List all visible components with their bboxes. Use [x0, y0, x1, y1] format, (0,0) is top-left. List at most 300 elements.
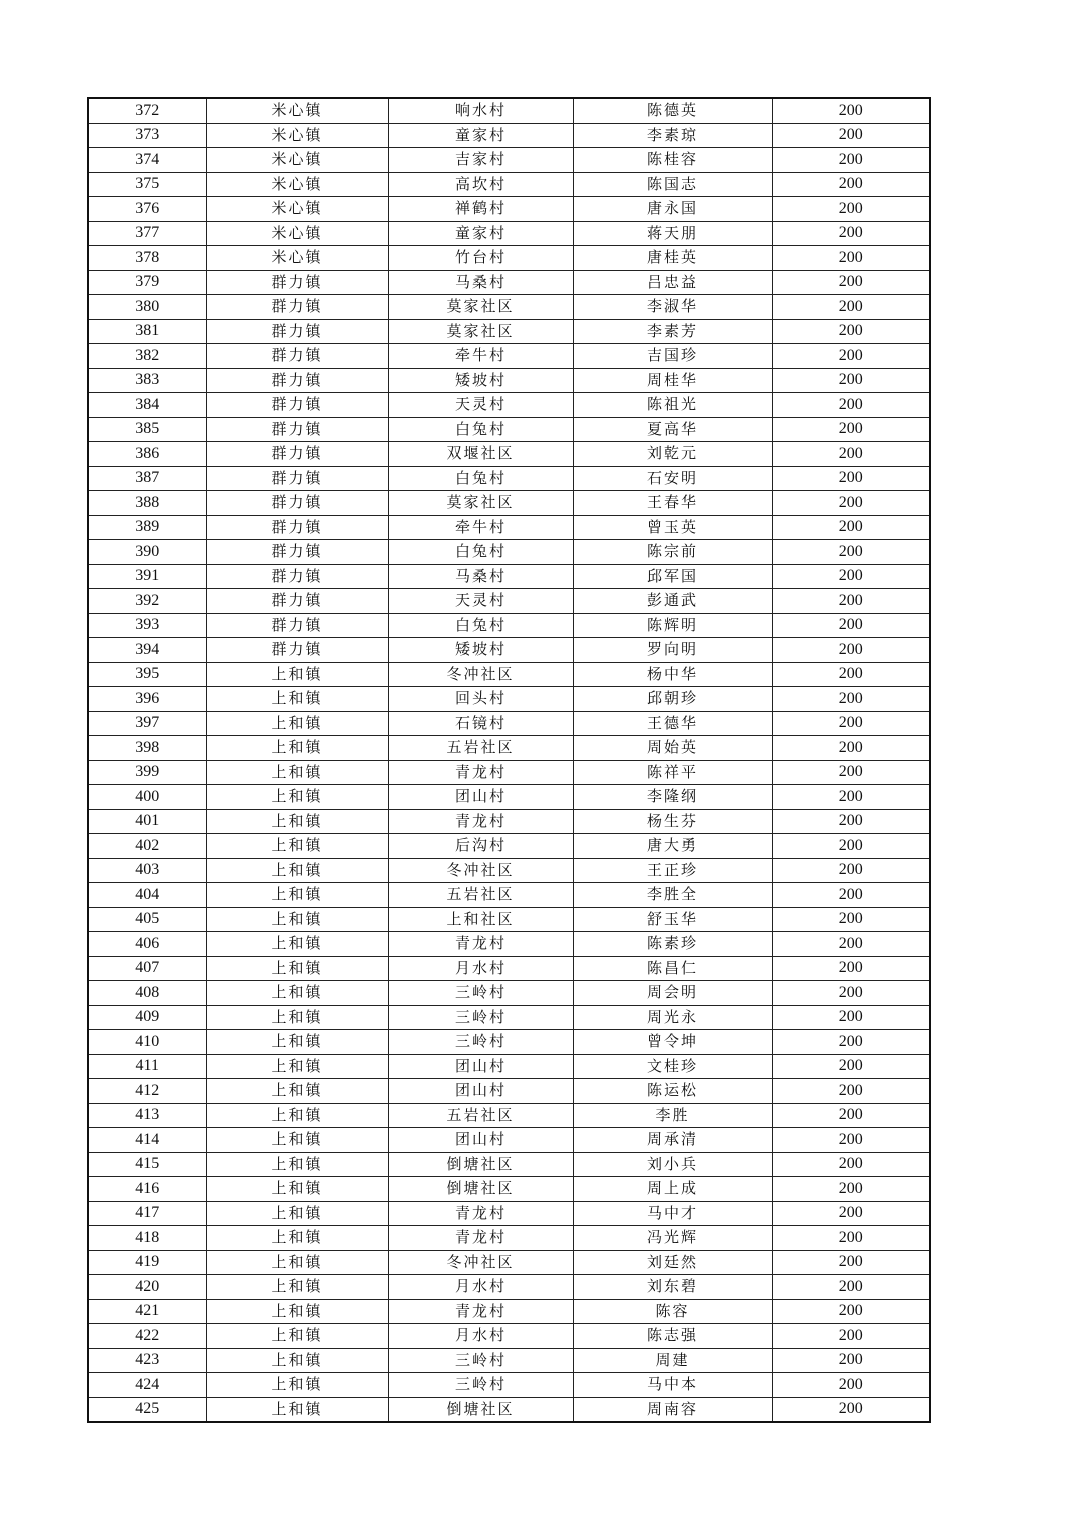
village-cell: 高坎村: [388, 172, 573, 197]
row-number: 410: [88, 1030, 206, 1055]
person-name-cell: 邱朝珍: [573, 687, 772, 712]
row-number: 412: [88, 1079, 206, 1104]
village-cell: 三岭村: [388, 981, 573, 1006]
town-cell: 上和镇: [206, 1299, 388, 1324]
amount-cell: 200: [772, 907, 930, 932]
town-cell: 上和镇: [206, 1373, 388, 1398]
table-row: [88, 662, 930, 687]
table-row: [88, 1397, 930, 1422]
town-cell: 米心镇: [206, 123, 388, 148]
village-cell: 天灵村: [388, 589, 573, 614]
person-name-cell: 周始英: [573, 736, 772, 761]
table-row: [88, 368, 930, 393]
town-cell: 上和镇: [206, 883, 388, 908]
amount-cell: 200: [772, 687, 930, 712]
village-cell: 马桑村: [388, 270, 573, 295]
row-number: 378: [88, 246, 206, 271]
amount-cell: 200: [772, 1275, 930, 1300]
town-cell: 群力镇: [206, 393, 388, 418]
village-cell: 三岭村: [388, 1030, 573, 1055]
person-name-cell: 刘东碧: [573, 1275, 772, 1300]
roster-body: [88, 98, 930, 1422]
town-cell: 上和镇: [206, 687, 388, 712]
town-cell: 上和镇: [206, 907, 388, 932]
amount-cell: 200: [772, 834, 930, 859]
row-number: 392: [88, 589, 206, 614]
row-number: 382: [88, 344, 206, 369]
amount-cell: 200: [772, 246, 930, 271]
amount-cell: 200: [772, 98, 930, 123]
table-row: [88, 172, 930, 197]
table-row: [88, 148, 930, 173]
table-row: [88, 883, 930, 908]
village-cell: 白兔村: [388, 540, 573, 565]
person-name-cell: 陈辉明: [573, 613, 772, 638]
person-name-cell: 陈祥平: [573, 760, 772, 785]
village-cell: 倒塘社区: [388, 1177, 573, 1202]
row-number: 391: [88, 564, 206, 589]
row-number: 377: [88, 221, 206, 246]
table-row: [88, 1177, 930, 1202]
row-number: 402: [88, 834, 206, 859]
table-row: [88, 393, 930, 418]
person-name-cell: 陈桂容: [573, 148, 772, 173]
row-number: 406: [88, 932, 206, 957]
table-row: [88, 1005, 930, 1030]
amount-cell: 200: [772, 1348, 930, 1373]
person-name-cell: 陈祖光: [573, 393, 772, 418]
row-number: 415: [88, 1152, 206, 1177]
table-row: [88, 540, 930, 565]
row-number: 373: [88, 123, 206, 148]
table-row: [88, 319, 930, 344]
row-number: 416: [88, 1177, 206, 1202]
amount-cell: 200: [772, 809, 930, 834]
amount-cell: 200: [772, 270, 930, 295]
town-cell: 群力镇: [206, 368, 388, 393]
table-row: [88, 858, 930, 883]
village-cell: 青龙村: [388, 1201, 573, 1226]
person-name-cell: 吕忠益: [573, 270, 772, 295]
town-cell: 上和镇: [206, 1030, 388, 1055]
village-cell: 三岭村: [388, 1348, 573, 1373]
person-name-cell: 周光永: [573, 1005, 772, 1030]
row-number: 395: [88, 662, 206, 687]
person-name-cell: 杨生芬: [573, 809, 772, 834]
person-name-cell: 陈德英: [573, 98, 772, 123]
village-cell: 五岩社区: [388, 883, 573, 908]
row-number: 425: [88, 1397, 206, 1422]
village-cell: 三岭村: [388, 1373, 573, 1398]
town-cell: 群力镇: [206, 344, 388, 369]
person-name-cell: 李素芳: [573, 319, 772, 344]
amount-cell: 200: [772, 221, 930, 246]
village-cell: 倒塘社区: [388, 1152, 573, 1177]
town-cell: 群力镇: [206, 442, 388, 467]
person-name-cell: 王春华: [573, 491, 772, 516]
town-cell: 上和镇: [206, 662, 388, 687]
amount-cell: 200: [772, 589, 930, 614]
row-number: 408: [88, 981, 206, 1006]
village-cell: 石镜村: [388, 711, 573, 736]
amount-cell: 200: [772, 368, 930, 393]
town-cell: 上和镇: [206, 834, 388, 859]
person-name-cell: 周承清: [573, 1128, 772, 1153]
amount-cell: 200: [772, 1103, 930, 1128]
town-cell: 群力镇: [206, 295, 388, 320]
table-row: [88, 981, 930, 1006]
table-row: [88, 1128, 930, 1153]
amount-cell: 200: [772, 858, 930, 883]
table-row: [88, 932, 930, 957]
town-cell: 上和镇: [206, 1348, 388, 1373]
table-row: [88, 246, 930, 271]
village-cell: 团山村: [388, 785, 573, 810]
amount-cell: 200: [772, 344, 930, 369]
table-row: [88, 760, 930, 785]
village-cell: 天灵村: [388, 393, 573, 418]
person-name-cell: 曾玉英: [573, 515, 772, 540]
row-number: 411: [88, 1054, 206, 1079]
amount-cell: 200: [772, 172, 930, 197]
town-cell: 米心镇: [206, 221, 388, 246]
row-number: 390: [88, 540, 206, 565]
person-name-cell: 舒玉华: [573, 907, 772, 932]
row-number: 385: [88, 417, 206, 442]
amount-cell: 200: [772, 1005, 930, 1030]
village-cell: 回头村: [388, 687, 573, 712]
row-number: 383: [88, 368, 206, 393]
person-name-cell: 杨中华: [573, 662, 772, 687]
row-number: 404: [88, 883, 206, 908]
village-cell: 后沟村: [388, 834, 573, 859]
row-number: 379: [88, 270, 206, 295]
person-name-cell: 唐永国: [573, 197, 772, 222]
table-row: [88, 270, 930, 295]
amount-cell: 200: [772, 1299, 930, 1324]
town-cell: 上和镇: [206, 1103, 388, 1128]
amount-cell: 200: [772, 1030, 930, 1055]
town-cell: 群力镇: [206, 270, 388, 295]
person-name-cell: 周南容: [573, 1397, 772, 1422]
row-number: 372: [88, 98, 206, 123]
person-name-cell: 刘廷然: [573, 1250, 772, 1275]
person-name-cell: 马中才: [573, 1201, 772, 1226]
table-row: [88, 123, 930, 148]
amount-cell: 200: [772, 956, 930, 981]
village-cell: 三岭村: [388, 1005, 573, 1030]
person-name-cell: 王正珍: [573, 858, 772, 883]
table-row: [88, 711, 930, 736]
village-cell: 禅鹤村: [388, 197, 573, 222]
row-number: 393: [88, 613, 206, 638]
amount-cell: 200: [772, 711, 930, 736]
town-cell: 上和镇: [206, 1201, 388, 1226]
person-name-cell: 周桂华: [573, 368, 772, 393]
row-number: 419: [88, 1250, 206, 1275]
village-cell: 青龙村: [388, 760, 573, 785]
village-cell: 团山村: [388, 1128, 573, 1153]
amount-cell: 200: [772, 515, 930, 540]
amount-cell: 200: [772, 1324, 930, 1349]
person-name-cell: 唐桂英: [573, 246, 772, 271]
town-cell: 群力镇: [206, 613, 388, 638]
person-name-cell: 周会明: [573, 981, 772, 1006]
town-cell: 上和镇: [206, 858, 388, 883]
table-row: [88, 1030, 930, 1055]
table-row: [88, 809, 930, 834]
row-number: 375: [88, 172, 206, 197]
town-cell: 米心镇: [206, 148, 388, 173]
town-cell: 上和镇: [206, 1005, 388, 1030]
person-name-cell: 李隆纲: [573, 785, 772, 810]
town-cell: 群力镇: [206, 540, 388, 565]
village-cell: 矮坡村: [388, 638, 573, 663]
person-name-cell: 文桂珍: [573, 1054, 772, 1079]
row-number: 418: [88, 1226, 206, 1251]
row-number: 409: [88, 1005, 206, 1030]
person-name-cell: 蒋天朋: [573, 221, 772, 246]
town-cell: 米心镇: [206, 172, 388, 197]
row-number: 399: [88, 760, 206, 785]
row-number: 386: [88, 442, 206, 467]
table-row: [88, 785, 930, 810]
amount-cell: 200: [772, 123, 930, 148]
person-name-cell: 夏高华: [573, 417, 772, 442]
table-row: [88, 98, 930, 123]
row-number: 400: [88, 785, 206, 810]
table-row: [88, 491, 930, 516]
row-number: 374: [88, 148, 206, 173]
town-cell: 上和镇: [206, 809, 388, 834]
table-row: [88, 1299, 930, 1324]
amount-cell: 200: [772, 417, 930, 442]
town-cell: 上和镇: [206, 1324, 388, 1349]
town-cell: 上和镇: [206, 1177, 388, 1202]
table-row: [88, 221, 930, 246]
amount-cell: 200: [772, 932, 930, 957]
table-row: [88, 466, 930, 491]
row-number: 417: [88, 1201, 206, 1226]
table-row: [88, 1103, 930, 1128]
amount-cell: 200: [772, 736, 930, 761]
town-cell: 上和镇: [206, 932, 388, 957]
person-name-cell: 刘乾元: [573, 442, 772, 467]
person-name-cell: 李胜: [573, 1103, 772, 1128]
village-cell: 冬冲社区: [388, 858, 573, 883]
town-cell: 上和镇: [206, 1250, 388, 1275]
amount-cell: 200: [772, 564, 930, 589]
town-cell: 上和镇: [206, 956, 388, 981]
village-cell: 上和社区: [388, 907, 573, 932]
table-row: [88, 1079, 930, 1104]
table-row: [88, 638, 930, 663]
village-cell: 白兔村: [388, 466, 573, 491]
person-name-cell: 彭通武: [573, 589, 772, 614]
table-row: [88, 613, 930, 638]
person-name-cell: 王德华: [573, 711, 772, 736]
person-name-cell: 曾令坤: [573, 1030, 772, 1055]
village-cell: 青龙村: [388, 932, 573, 957]
person-name-cell: 陈素珍: [573, 932, 772, 957]
row-number: 376: [88, 197, 206, 222]
roster-table: [87, 97, 931, 1423]
table-row: [88, 956, 930, 981]
table-row: [88, 736, 930, 761]
row-number: 387: [88, 466, 206, 491]
town-cell: 上和镇: [206, 760, 388, 785]
town-cell: 米心镇: [206, 246, 388, 271]
town-cell: 上和镇: [206, 1275, 388, 1300]
village-cell: 白兔村: [388, 613, 573, 638]
amount-cell: 200: [772, 148, 930, 173]
row-number: 413: [88, 1103, 206, 1128]
village-cell: 双堰社区: [388, 442, 573, 467]
person-name-cell: 陈昌仁: [573, 956, 772, 981]
village-cell: 五岩社区: [388, 736, 573, 761]
table-row: [88, 1054, 930, 1079]
table-row: [88, 1348, 930, 1373]
town-cell: 群力镇: [206, 589, 388, 614]
amount-cell: 200: [772, 760, 930, 785]
town-cell: 群力镇: [206, 466, 388, 491]
village-cell: 团山村: [388, 1079, 573, 1104]
person-name-cell: 邱军国: [573, 564, 772, 589]
row-number: 421: [88, 1299, 206, 1324]
table-row: [88, 442, 930, 467]
village-cell: 团山村: [388, 1054, 573, 1079]
town-cell: 米心镇: [206, 98, 388, 123]
amount-cell: 200: [772, 295, 930, 320]
amount-cell: 200: [772, 662, 930, 687]
row-number: 423: [88, 1348, 206, 1373]
table-row: [88, 1373, 930, 1398]
person-name-cell: 冯光辉: [573, 1226, 772, 1251]
village-cell: 倒塘社区: [388, 1397, 573, 1422]
row-number: 388: [88, 491, 206, 516]
row-number: 389: [88, 515, 206, 540]
village-cell: 莫家社区: [388, 491, 573, 516]
town-cell: 群力镇: [206, 417, 388, 442]
person-name-cell: 陈国志: [573, 172, 772, 197]
village-cell: 牵牛村: [388, 515, 573, 540]
table-row: [88, 417, 930, 442]
person-name-cell: 马中本: [573, 1373, 772, 1398]
row-number: 405: [88, 907, 206, 932]
amount-cell: 200: [772, 1397, 930, 1422]
table-row: [88, 344, 930, 369]
village-cell: 童家村: [388, 123, 573, 148]
table-row: [88, 1324, 930, 1349]
person-name-cell: 李胜全: [573, 883, 772, 908]
row-number: 396: [88, 687, 206, 712]
table-row: [88, 1201, 930, 1226]
table-row: [88, 1152, 930, 1177]
amount-cell: 200: [772, 638, 930, 663]
amount-cell: 200: [772, 540, 930, 565]
town-cell: 上和镇: [206, 1226, 388, 1251]
person-name-cell: 周上成: [573, 1177, 772, 1202]
village-cell: 青龙村: [388, 1226, 573, 1251]
amount-cell: 200: [772, 1079, 930, 1104]
row-number: 403: [88, 858, 206, 883]
village-cell: 矮坡村: [388, 368, 573, 393]
village-cell: 白兔村: [388, 417, 573, 442]
amount-cell: 200: [772, 785, 930, 810]
row-number: 420: [88, 1275, 206, 1300]
table-row: [88, 515, 930, 540]
town-cell: 上和镇: [206, 711, 388, 736]
row-number: 394: [88, 638, 206, 663]
town-cell: 群力镇: [206, 319, 388, 344]
amount-cell: 200: [772, 1177, 930, 1202]
table-row: [88, 907, 930, 932]
table-row: [88, 687, 930, 712]
town-cell: 上和镇: [206, 785, 388, 810]
village-cell: 月水村: [388, 956, 573, 981]
amount-cell: 200: [772, 491, 930, 516]
town-cell: 群力镇: [206, 638, 388, 663]
amount-cell: 200: [772, 466, 930, 491]
row-number: 414: [88, 1128, 206, 1153]
amount-cell: 200: [772, 1054, 930, 1079]
town-cell: 群力镇: [206, 491, 388, 516]
person-name-cell: 李淑华: [573, 295, 772, 320]
person-name-cell: 罗向明: [573, 638, 772, 663]
village-cell: 月水村: [388, 1275, 573, 1300]
village-cell: 马桑村: [388, 564, 573, 589]
town-cell: 上和镇: [206, 1152, 388, 1177]
amount-cell: 200: [772, 1250, 930, 1275]
village-cell: 月水村: [388, 1324, 573, 1349]
person-name-cell: 陈宗前: [573, 540, 772, 565]
row-number: 422: [88, 1324, 206, 1349]
town-cell: 米心镇: [206, 197, 388, 222]
town-cell: 群力镇: [206, 564, 388, 589]
amount-cell: 200: [772, 319, 930, 344]
person-name-cell: 唐大勇: [573, 834, 772, 859]
town-cell: 上和镇: [206, 1397, 388, 1422]
table-row: [88, 1250, 930, 1275]
row-number: 401: [88, 809, 206, 834]
person-name-cell: 李素琼: [573, 123, 772, 148]
amount-cell: 200: [772, 197, 930, 222]
town-cell: 上和镇: [206, 736, 388, 761]
amount-cell: 200: [772, 1373, 930, 1398]
row-number: 397: [88, 711, 206, 736]
row-number: 398: [88, 736, 206, 761]
village-cell: 冬冲社区: [388, 1250, 573, 1275]
amount-cell: 200: [772, 1152, 930, 1177]
table-row: [88, 1275, 930, 1300]
amount-cell: 200: [772, 613, 930, 638]
village-cell: 五岩社区: [388, 1103, 573, 1128]
table-row: [88, 295, 930, 320]
person-name-cell: 石安明: [573, 466, 772, 491]
village-cell: 童家村: [388, 221, 573, 246]
village-cell: 竹台村: [388, 246, 573, 271]
town-cell: 上和镇: [206, 981, 388, 1006]
town-cell: 上和镇: [206, 1054, 388, 1079]
village-cell: 莫家社区: [388, 295, 573, 320]
village-cell: 吉家村: [388, 148, 573, 173]
person-name-cell: 陈志强: [573, 1324, 772, 1349]
village-cell: 牵牛村: [388, 344, 573, 369]
person-name-cell: 吉国珍: [573, 344, 772, 369]
person-name-cell: 陈运松: [573, 1079, 772, 1104]
person-name-cell: 陈容: [573, 1299, 772, 1324]
amount-cell: 200: [772, 1201, 930, 1226]
